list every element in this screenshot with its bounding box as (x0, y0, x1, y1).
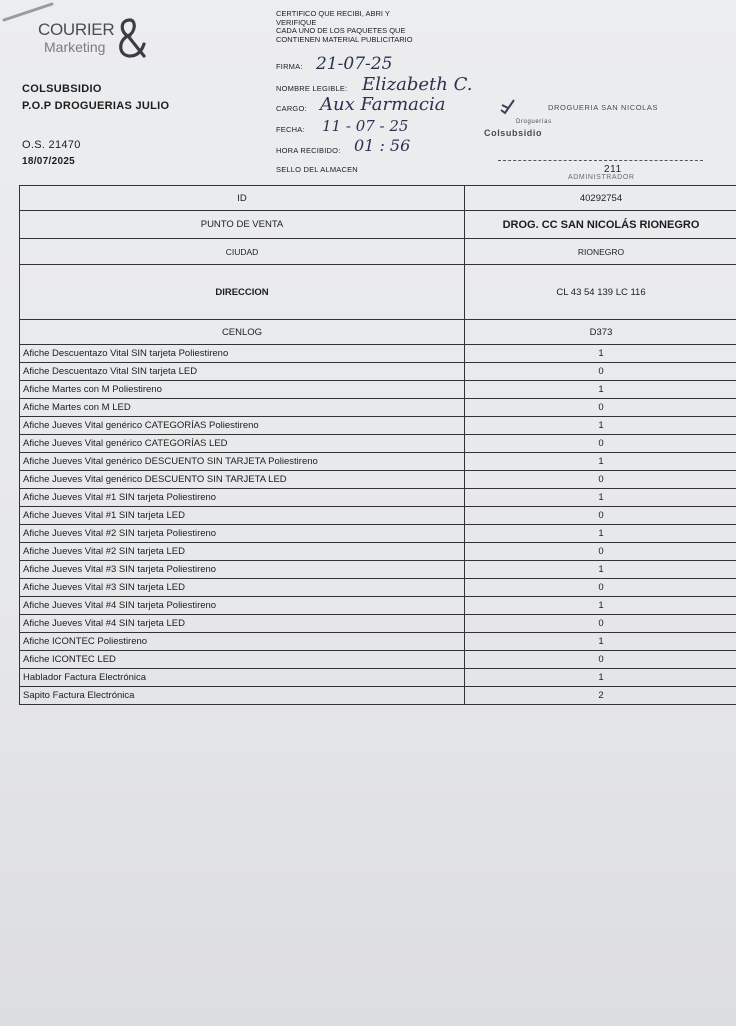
table-row (20, 507, 736, 525)
table-row (20, 615, 736, 633)
order-number: O.S. 21470 (22, 139, 81, 151)
table-row (20, 687, 736, 705)
item-name: Afiche Jueves Vital #2 SIN tarjeta Poliestireno (20, 525, 465, 543)
item-qty: 1 (465, 417, 736, 435)
sello-label: SELLO DEL ALMACEN (276, 165, 358, 174)
cert-line: VERIFIQUE (276, 17, 317, 27)
table-row (20, 525, 736, 543)
stamp-admin: ADMINISTRADOR (568, 174, 635, 181)
stamp-brand-small: Droguerías (516, 119, 552, 125)
item-name: Afiche Descuentazo Vital SIN tarjeta Poliestireno (20, 345, 465, 363)
header-value: CL 43 54 139 LC 116 (465, 265, 736, 320)
item-name: Afiche Jueves Vital #3 SIN tarjeta LED (20, 579, 465, 597)
table-row (20, 453, 736, 471)
cert-line: CONTIENEN MATERIAL PUBLICITARIO (276, 34, 413, 44)
header-key: PUNTO DE VENTA (20, 211, 465, 239)
item-name: Afiche Jueves Vital #1 SIN tarjeta LED (20, 507, 465, 525)
stamp-mark-icon (498, 96, 518, 116)
item-name: Afiche Jueves Vital #1 SIN tarjeta Poliestireno (20, 489, 465, 507)
item-name: Afiche Jueves Vital genérico CATEGORÍAS Poliestireno (20, 417, 465, 435)
table-row (20, 579, 736, 597)
table-row (20, 489, 736, 507)
item-name: Afiche Martes con M Poliestireno (20, 381, 465, 399)
item-name: Afiche Jueves Vital #3 SIN tarjeta Poliestireno (20, 561, 465, 579)
item-qty: 0 (465, 363, 736, 381)
header-row-ciudad (20, 239, 736, 265)
campaign-name: P.O.P DROGUERIAS JULIO (22, 100, 170, 112)
table-row (20, 669, 736, 687)
item-name: Afiche Martes con M LED (20, 399, 465, 417)
item-qty: 0 (465, 543, 736, 561)
header-row-cenlog (20, 320, 736, 345)
firma-handwritten: 21-07-25 (316, 54, 393, 74)
header-key: ID (20, 186, 465, 211)
item-qty: 1 (465, 669, 736, 687)
item-qty: 2 (465, 687, 736, 705)
table-row (20, 561, 736, 579)
table-row (20, 345, 736, 363)
courier-marketing-logo (34, 14, 154, 62)
fecha-label: FECHA: (276, 125, 305, 134)
table-row (20, 417, 736, 435)
ampersand-logo-icon (110, 16, 150, 60)
header-row-id (20, 186, 736, 211)
item-name: Hablador Factura Electrónica (20, 669, 465, 687)
fecha-handwritten: 11 - 07 - 25 (322, 117, 409, 135)
item-qty: 0 (465, 399, 736, 417)
cargo-label: CARGO: (276, 104, 307, 113)
item-qty: 0 (465, 651, 736, 669)
logo-line1: COURIER (38, 20, 115, 39)
header-key: CENLOG (20, 320, 465, 345)
item-name: Afiche Descuentazo Vital SIN tarjeta LED (20, 363, 465, 381)
item-qty: 0 (465, 435, 736, 453)
logo-line2: Marketing (44, 39, 106, 55)
item-qty: 1 (465, 489, 736, 507)
table-row (20, 381, 736, 399)
table-row (20, 363, 736, 381)
table-row (20, 471, 736, 489)
stamp-brand: Colsubsidio (484, 128, 543, 138)
table-row (20, 633, 736, 651)
stamp-number: 211 (604, 164, 622, 175)
client-name: COLSUBSIDIO (22, 83, 102, 95)
header-value: 40292754 (465, 186, 736, 211)
item-name: Afiche Jueves Vital #2 SIN tarjeta LED (20, 543, 465, 561)
cert-line: CADA UNO DE LOS PAQUETES QUE (276, 26, 406, 35)
certification-text (276, 10, 413, 44)
table-row (20, 597, 736, 615)
table-row (20, 399, 736, 417)
cert-line: CERTIFICO QUE RECIBI, ABRI Y (276, 9, 390, 18)
header-value: DROG. CC SAN NICOLÁS RIONEGRO (465, 211, 736, 239)
stamp-divider (498, 160, 703, 161)
item-qty: 1 (465, 453, 736, 471)
header-row-punto (20, 211, 736, 239)
firma-label: FIRMA: (276, 62, 303, 71)
item-qty: 0 (465, 471, 736, 489)
hora-handwritten: 01 : 56 (354, 136, 411, 155)
item-name: Afiche Jueves Vital genérico DESCUENTO SIN TARJETA Poliestireno (20, 453, 465, 471)
table-row (20, 651, 736, 669)
item-qty: 1 (465, 381, 736, 399)
item-qty: 1 (465, 561, 736, 579)
table-row (20, 435, 736, 453)
header-key: CIUDAD (20, 239, 465, 265)
nombre-handwritten: Elizabeth C. (362, 74, 473, 95)
item-name: Afiche ICONTEC LED (20, 651, 465, 669)
order-date: 18/07/2025 (22, 156, 76, 167)
item-qty: 0 (465, 507, 736, 525)
item-name: Afiche Jueves Vital genérico DESCUENTO SIN TARJETA LED (20, 471, 465, 489)
header-value: RIONEGRO (465, 239, 736, 265)
item-name: Afiche Jueves Vital genérico CATEGORÍAS LED (20, 435, 465, 453)
item-name: Sapito Factura Electrónica (20, 687, 465, 705)
table-row (20, 543, 736, 561)
nombre-label: NOMBRE LEGIBLE: (276, 84, 348, 93)
hora-label: HORA RECIBIDO: (276, 146, 341, 155)
item-name: Afiche Jueves Vital #4 SIN tarjeta LED (20, 615, 465, 633)
item-qty: 1 (465, 525, 736, 543)
item-name: Afiche ICONTEC Poliestireno (20, 633, 465, 651)
item-qty: 1 (465, 633, 736, 651)
item-qty: 1 (465, 597, 736, 615)
item-qty: 0 (465, 615, 736, 633)
header-row-direccion (20, 265, 736, 320)
cargo-handwritten: Aux Farmacia (320, 94, 446, 115)
item-name: Afiche Jueves Vital #4 SIN tarjeta Poliestireno (20, 597, 465, 615)
header-key: DIRECCION (20, 265, 465, 320)
header-value: D373 (465, 320, 736, 345)
item-qty: 0 (465, 579, 736, 597)
delivery-table (19, 185, 736, 705)
stamp-store-name: DROGUERIA SAN NICOLAS (548, 103, 659, 112)
item-qty: 1 (465, 345, 736, 363)
